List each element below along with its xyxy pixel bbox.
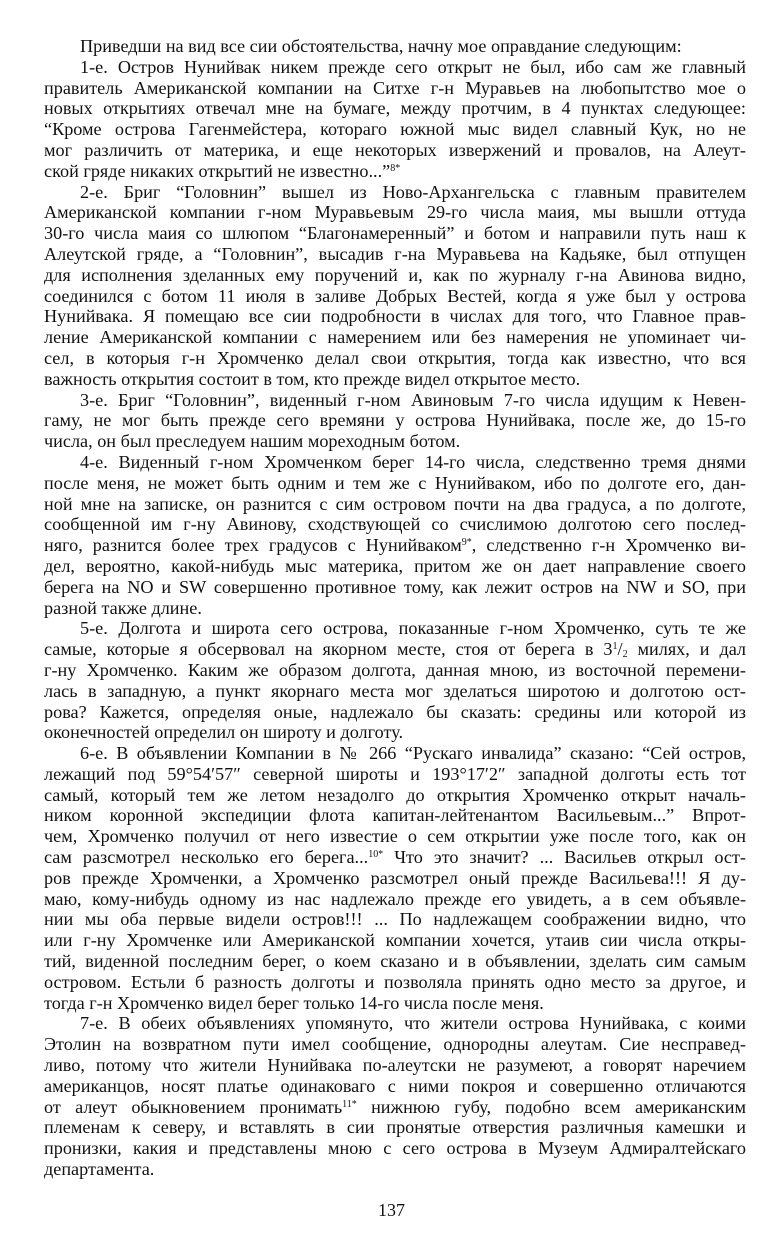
line-text: , следственно г-н Хромченко ви- — [471, 535, 746, 556]
text-line: департамента. — [44, 1159, 155, 1180]
text-line: чем, Хромченко получил от него известие о сем открытии уже после того, как он — [44, 826, 746, 847]
paragraph-1 — [44, 57, 746, 182]
text-line: г-ну Хромченко. Каким же образом долгота, данная мною, из восточной перемени- — [44, 659, 746, 680]
text-line: ление Американской компании с намерением или без намерения не упоминает чи- — [44, 327, 746, 348]
paragraph-4 — [44, 452, 746, 618]
text-line: мог различить от материка, и еще некоторых извержений и провалов, на Алеут- — [44, 139, 746, 160]
text-line: соединился с ботом 11 июля в заливе Добрых Вестей, когда я уже был у острова — [44, 285, 746, 306]
text-line — [44, 847, 746, 868]
text-line: лась в западную, а пункт якорнаго места мог зделаться широтою и долготою ост- — [44, 680, 746, 701]
text-line: ливо, потому что жители Нунийвака по-алеутски не разумеют, а говорят наречием — [44, 1055, 746, 1076]
text-line: Нунийвака. Я помещаю все сии подробности в числах для того, что Главное прав- — [44, 306, 746, 327]
text-line: самый, который тем же летом незадолго до открытия Хромченко открыт началь- — [44, 784, 746, 805]
text-line: правитель Американской компании на Ситхе г-н Муравьев на любопытство мое о — [44, 77, 746, 98]
text-line: 2-е. Бриг “Головнин” вышел из Ново-Архангельска с главным правителем — [80, 181, 746, 202]
fraction-denominator: 2 — [622, 649, 628, 661]
paragraph-3 — [44, 390, 746, 452]
footnote-marker: 11* — [342, 1098, 357, 1110]
text-line: гаму, не мог быть прежде сего времяни у острова Нунийвака, после же, до 15-го — [44, 410, 746, 431]
footnote-marker: 10* — [368, 849, 384, 861]
fraction-numerator: 1 — [612, 641, 618, 653]
line-text: няго, разнится более трех градусов с Нунийваком — [44, 535, 462, 556]
text-line: берега на NO и SW совершенно противное тому, как лежит остров на NW и SO, при — [44, 576, 746, 597]
text-line: Американской компании г-ном Муравьевым 29-го числа маия, мы вышли оттуда — [44, 202, 746, 223]
footnote-marker: 8* — [390, 162, 401, 174]
text-line: сел, в которыя г-н Хромченко делал свои открытия, тогда как известно, что вся — [44, 347, 746, 368]
paragraph-7 — [44, 1013, 746, 1179]
line-text: Что это значит? ... Васильев открыл ост- — [383, 847, 746, 868]
line-text: самые, которые я обсервовал на якорном месте, стоя от берега в 3 — [44, 639, 613, 660]
intro-paragraph — [44, 36, 746, 57]
text-line: важность открытия состоит в том, кто прежде видел открытое место. — [44, 368, 581, 389]
line-text: сам разсмотрел несколько его берега... — [44, 847, 369, 868]
text-line: маю, кому-нибудь одному из нас надлежало прежде его увидеть, а в сем объявле- — [44, 888, 746, 909]
paragraph-6 — [44, 743, 746, 1013]
text-line: 30-го числа маия со шлюпом “Благонамеренный” и ботом и направили путь наш к — [44, 223, 746, 244]
text-line: Приведши на вид все сии обстоятельства, начну мое оправдание следующим: — [80, 36, 682, 56]
paragraph-2 — [44, 182, 746, 390]
text-line: ров прежде Хромченки, а Хромченко разсмотрел оный прежде Васильева!!! Я ду- — [44, 867, 746, 888]
text-line: ной мне на записке, он разнится с сим островом почти на два градуса, а по долготе, — [44, 493, 746, 514]
text-line: ником коронной экспедиции флота капитан-лейтенантом Васильевым...” Впрот- — [44, 805, 746, 826]
text-line: Этолин на возвратном пути имел сообщение, однородны алеутам. Сие несправед- — [44, 1034, 746, 1055]
text-line: нии мы оба первые видели остров!!! ... По надлежащем соображении видно, что — [44, 909, 746, 930]
text-line: 1-е. Остров Нунийвак никем прежде сего открыт не был, ибо сам же главный — [80, 56, 746, 77]
text-line: рова? Кажется, определяя оные, надлежало бы сказать: средины или которой из — [44, 701, 746, 722]
fraction-slash: / — [617, 639, 623, 660]
text-line — [44, 639, 746, 660]
text-line: “Кроме острова Гагенмейстера, котораго южной мыс видел славный Кук, но не — [44, 119, 746, 140]
text-line: 5-е. Долгота и широта сего острова, показанные г-ном Хромченко, суть те же — [80, 618, 746, 639]
paragraph-5 — [44, 618, 746, 743]
text-line: разной также длине. — [44, 597, 202, 618]
text-line: лежащий под 59°54′57″ северной широты и 193°17′2″ западной долготы есть тот — [44, 763, 746, 784]
text-line: для исполнения зделанных ему поручений и, как по журналу г-на Авинова видно, — [44, 264, 746, 285]
text-line: 6-е. В объявлении Компании в № 266 “Рускаго инвалида” сказано: “Сей остров, — [80, 743, 746, 764]
text-line: тий, виденной последним берег, о коем сказано и в объявлении, зделать сим самым — [44, 951, 746, 972]
line-text: нижнюю губу, подобно всем американским — [356, 1096, 746, 1117]
line-text: от алеут обыкновением пронимать — [44, 1096, 343, 1117]
text-line — [44, 1097, 746, 1118]
text-line: дел, вероятно, какой-нибудь мыс материка, притом же он дает направление своего — [44, 555, 746, 576]
text-line: после меня, не может быть одним и тем же с Нунийваком, ибо по долготе его, дан- — [44, 472, 746, 493]
text-line — [44, 161, 746, 182]
text-line: новых открытиях отвечал мне на бумаге, между протчим, в 4 пунктах следующее: — [44, 98, 746, 119]
text-line: пронизки, какия и представлены мною с сего острова в Музеум Адмиралтейскаго — [44, 1138, 746, 1159]
text-line: 4-е. Виденный г-ном Хромченком берег 14-го числа, следственно тремя днями — [80, 451, 746, 472]
text-line — [44, 535, 746, 556]
text-line: 3-е. Бриг “Головнин”, виденный г-ном Авиновым 7-го числа идущим к Невен- — [80, 389, 746, 410]
text-line: островом. Естьли б разность долготы и позволяла принять одно место за другое, и — [44, 971, 746, 992]
text-line: тогда г-н Хромченко видел берег только 14-го числа после меня. — [44, 992, 544, 1013]
footnote-marker: 9* — [461, 537, 472, 549]
text-line: Алеутской гряде, а “Головнин”, высадив г-на Муравьева на Кадьяке, был отпущен — [44, 243, 746, 264]
page-number: 137 — [378, 1200, 405, 1220]
text-line: 7-е. В обеих объявлениях упомянуто, что жители острова Нунийвака, с коими — [80, 1013, 746, 1034]
text-line: или г-ну Хромченке или Американской компании хочется, утаив сии числа откры- — [44, 930, 746, 951]
line-text: милях, и дал — [627, 639, 747, 660]
line-text: ской гряде никаких открытий не известно...” — [44, 160, 391, 181]
document-page — [44, 36, 746, 1180]
text-line: сообщенной им г-ну Авинову, сходствующей со счислимою долготою сего послед- — [44, 514, 746, 535]
text-line: американцов, носят платье одинаковаго с ними покроя и совершенно отличаются — [44, 1075, 746, 1096]
text-line: племенам к северу, и вставлять в сии пронятые отверстия различныя камешки и — [44, 1117, 746, 1138]
text-line: оконечностей определил он широту и долготу. — [44, 722, 404, 743]
text-line: числа, он был преследуем нашим мореходным ботом. — [44, 431, 461, 452]
